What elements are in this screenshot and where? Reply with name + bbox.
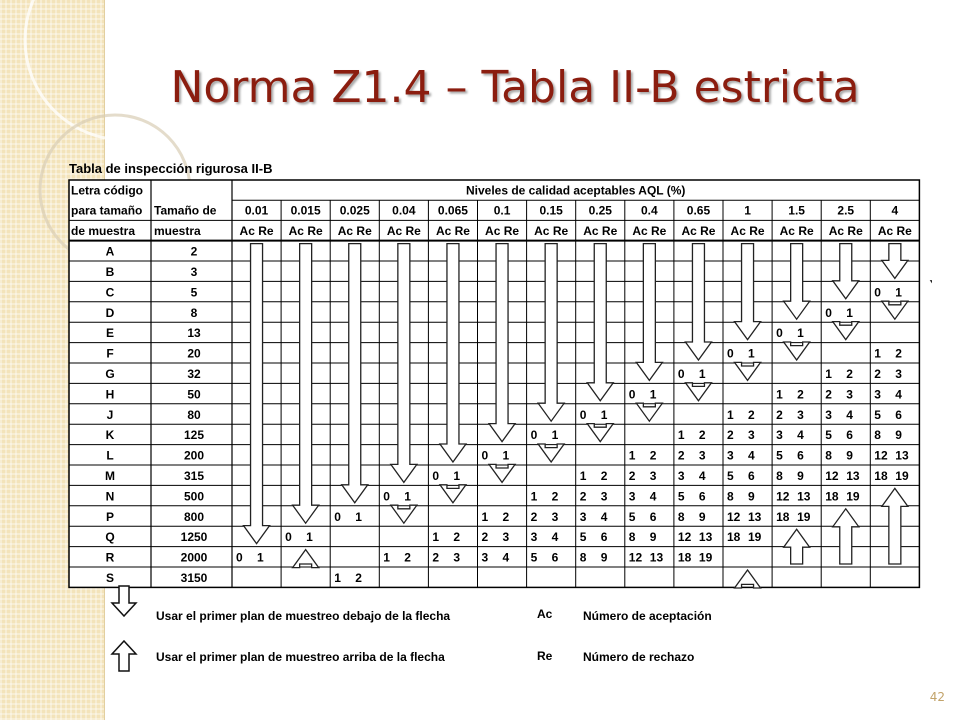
cell-re-value: 4 xyxy=(698,469,706,483)
ac-re-label: Ac Re xyxy=(239,223,274,238)
inspection-table-document xyxy=(66,154,932,672)
ac-re-label: Ac Re xyxy=(337,223,372,238)
cell-re-value: 1 xyxy=(600,407,608,422)
cell-ac-value: 1 xyxy=(481,509,489,524)
cell-ac-value: 1 xyxy=(727,407,734,422)
row-sample-size: 1250 xyxy=(180,530,208,545)
cell-re-value: 2 xyxy=(502,509,510,524)
cell-ac-value: 1 xyxy=(628,448,636,463)
cell-ac-value: 0 xyxy=(432,469,440,483)
aql-level-label: 0.015 xyxy=(290,203,321,218)
cell-re-value: 6 xyxy=(797,448,804,463)
row-sample-size: 200 xyxy=(183,448,205,463)
cell-re-value: 6 xyxy=(698,489,706,504)
cell-ac-value: 8 xyxy=(579,550,587,565)
aql-level-label: 0.25 xyxy=(588,203,612,218)
cell-re-value: 3 xyxy=(551,509,559,524)
ac-re-label: Ac Re xyxy=(632,223,667,238)
cell-re-value: 2 xyxy=(895,346,902,361)
row-code: J xyxy=(106,407,114,422)
cell-re-value: 19 xyxy=(698,550,713,565)
cell-ac-value: 0 xyxy=(334,509,341,524)
ac-re-label: Ac Re xyxy=(779,223,814,238)
cell-re-value: 2 xyxy=(846,367,853,381)
row-sample-size: 2000 xyxy=(180,550,208,565)
row-sample-size: 3150 xyxy=(180,571,208,585)
row-sample-size: 800 xyxy=(183,509,205,524)
cell-ac-value: 8 xyxy=(727,489,734,504)
legend-down-arrow-icon xyxy=(112,586,136,616)
row-code: H xyxy=(105,387,115,402)
aql-level-label: 1.5 xyxy=(788,203,805,218)
cell-re-value: 2 xyxy=(453,530,461,545)
cell-ac-value: 0 xyxy=(383,489,390,504)
cell-re-value: 19 xyxy=(846,489,860,504)
aql-level-label: 0.04 xyxy=(392,203,416,218)
cell-re-value: 4 xyxy=(649,489,657,504)
cell-ac-value: 0 xyxy=(236,550,243,565)
ac-re-label: Ac Re xyxy=(485,223,520,238)
legend-up-text: Usar el primer plan de muestreo arriba de la flecha xyxy=(156,650,445,664)
cell-re-value: 3 xyxy=(698,448,706,463)
cell-re-value: 1 xyxy=(846,305,853,320)
row-sample-size: 500 xyxy=(183,489,205,504)
cell-re-value: 4 xyxy=(551,530,559,545)
row-code: M xyxy=(105,469,115,483)
cell-re-value: 4 xyxy=(502,550,510,565)
legend-up-arrow-icon xyxy=(112,641,136,671)
cell-ac-value: 3 xyxy=(776,428,783,443)
cell-ac-value: 0 xyxy=(677,367,685,381)
cell-re-value: 6 xyxy=(649,509,657,524)
cell-ac-value: 1 xyxy=(677,428,685,443)
aql-level-label: 2.5 xyxy=(837,203,855,218)
cell-re-value: 13 xyxy=(797,489,811,504)
cell-ac-value: 2 xyxy=(579,489,587,504)
cell-re-value: 1 xyxy=(453,469,461,483)
aql-level-label: 0.01 xyxy=(244,203,269,218)
cell-re-value: 2 xyxy=(355,571,362,585)
row-code: E xyxy=(105,326,115,341)
row-sample-size: 2 xyxy=(190,244,198,259)
ac-re-label: Ac Re xyxy=(534,223,569,238)
cell-re-value: 4 xyxy=(895,387,902,402)
header-code-label: para tamaño xyxy=(71,203,143,218)
cell-ac-value: 0 xyxy=(727,346,734,361)
cell-ac-value: 18 xyxy=(776,509,790,524)
cell-ac-value: 0 xyxy=(530,428,538,443)
row-code: L xyxy=(106,448,114,463)
cell-re-value: 6 xyxy=(600,530,608,545)
cell-re-value: 9 xyxy=(748,489,755,504)
aql-level-label: 0.025 xyxy=(339,203,370,218)
legend-ac-text: Número de aceptación xyxy=(583,609,712,623)
cell-re-value: 9 xyxy=(846,448,853,463)
cell-re-value: 1 xyxy=(797,326,804,341)
row-code: K xyxy=(105,428,115,443)
row-sample-size: 315 xyxy=(183,469,205,483)
legend-ac-abbr: Ac xyxy=(537,607,553,621)
cell-re-value: 1 xyxy=(404,489,411,504)
cell-re-value: 1 xyxy=(551,428,559,443)
cell-ac-value: 18 xyxy=(825,489,839,504)
cell-re-value: 3 xyxy=(453,550,461,565)
cell-ac-value: 0 xyxy=(776,326,783,341)
cell-re-value: 19 xyxy=(797,509,811,524)
cell-re-value: 1 xyxy=(748,346,755,361)
ac-re-label: Ac Re xyxy=(877,223,912,238)
cell-re-value: 13 xyxy=(698,530,713,545)
cell-ac-value: 3 xyxy=(481,550,489,565)
header-code-label: Letra código xyxy=(71,183,144,198)
cell-ac-value: 8 xyxy=(628,530,636,545)
cell-ac-value: 0 xyxy=(481,448,489,463)
cell-ac-value: 5 xyxy=(677,489,685,504)
cell-re-value: 19 xyxy=(895,469,909,483)
cell-re-value: 1 xyxy=(257,550,264,565)
cell-ac-value: 3 xyxy=(727,448,734,463)
cell-re-value: 6 xyxy=(748,469,755,483)
cell-ac-value: 18 xyxy=(874,469,888,483)
row-sample-size: 3 xyxy=(190,265,198,279)
cell-re-value: 4 xyxy=(748,448,755,463)
cell-ac-value: 1 xyxy=(383,550,390,565)
cell-ac-value: 5 xyxy=(727,469,734,483)
cell-ac-value: 12 xyxy=(677,530,692,545)
cell-re-value: 1 xyxy=(306,530,313,545)
cell-ac-value: 5 xyxy=(628,509,636,524)
row-sample-size: 80 xyxy=(187,407,201,422)
cell-re-value: 4 xyxy=(797,428,804,443)
cell-ac-value: 0 xyxy=(579,407,587,422)
row-code: B xyxy=(105,265,115,279)
header-size-label: Tamaño de xyxy=(154,203,217,218)
slide-title: Norma Z1.4 – Tabla II-B estricta xyxy=(170,62,860,113)
row-sample-size: 8 xyxy=(190,305,198,320)
cell-re-value: 3 xyxy=(649,469,657,483)
table-caption: Tabla de inspección rigurosa II-B xyxy=(69,161,273,176)
row-sample-size: 20 xyxy=(187,346,201,361)
cell-ac-value: 1 xyxy=(874,346,881,361)
ac-re-label: Ac Re xyxy=(583,223,618,238)
cell-ac-value: 12 xyxy=(776,489,790,504)
down-arrow-icon xyxy=(931,281,932,299)
cell-ac-value: 1 xyxy=(334,571,341,585)
cell-ac-value: 2 xyxy=(530,509,538,524)
row-sample-size: 32 xyxy=(187,367,201,381)
row-code: D xyxy=(105,305,115,320)
cell-re-value: 9 xyxy=(895,428,902,443)
row-code: C xyxy=(105,285,115,300)
cell-ac-value: 0 xyxy=(285,530,292,545)
inspection-table xyxy=(66,154,932,672)
cell-ac-value: 8 xyxy=(776,469,783,483)
cell-ac-value: 1 xyxy=(432,530,440,545)
cell-re-value: 1 xyxy=(502,448,510,463)
cell-ac-value: 12 xyxy=(825,469,839,483)
cell-re-value: 2 xyxy=(404,550,411,565)
cell-ac-value: 2 xyxy=(825,387,832,402)
header-code-label: de muestra xyxy=(71,223,136,238)
ac-re-label: Ac Re xyxy=(386,223,421,238)
cell-ac-value: 8 xyxy=(874,428,881,443)
cell-ac-value: 1 xyxy=(579,469,587,483)
cell-ac-value: 3 xyxy=(628,489,636,504)
cell-re-value: 2 xyxy=(748,407,755,422)
cell-re-value: 2 xyxy=(698,428,706,443)
cell-re-value: 13 xyxy=(895,448,909,463)
cell-re-value: 2 xyxy=(797,387,804,402)
row-code: S xyxy=(105,571,115,585)
cell-re-value: 3 xyxy=(846,387,853,402)
cell-ac-value: 5 xyxy=(530,550,538,565)
cell-re-value: 1 xyxy=(355,509,362,524)
cell-re-value: 6 xyxy=(846,428,853,443)
cell-re-value: 3 xyxy=(895,367,902,381)
cell-ac-value: 2 xyxy=(776,407,783,422)
cell-ac-value: 18 xyxy=(727,530,741,545)
cell-ac-value: 1 xyxy=(530,489,538,504)
cell-re-value: 4 xyxy=(600,509,608,524)
cell-ac-value: 0 xyxy=(628,387,636,402)
ac-re-label: Ac Re xyxy=(435,223,470,238)
aql-level-label: 0.65 xyxy=(686,203,711,218)
cell-re-value: 3 xyxy=(600,489,608,504)
row-sample-size: 5 xyxy=(190,285,198,300)
cell-ac-value: 0 xyxy=(825,305,832,320)
aql-level-label: 0.4 xyxy=(641,203,658,218)
cell-re-value: 19 xyxy=(748,530,762,545)
cell-ac-value: 2 xyxy=(481,530,489,545)
cell-re-value: 4 xyxy=(846,407,853,422)
cell-ac-value: 12 xyxy=(727,509,741,524)
cell-ac-value: 12 xyxy=(874,448,888,463)
cell-ac-value: 5 xyxy=(825,428,832,443)
cell-ac-value: 3 xyxy=(530,530,538,545)
row-code: P xyxy=(105,509,115,524)
cell-ac-value: 3 xyxy=(825,407,832,422)
page-number: 42 xyxy=(929,690,945,704)
cell-re-value: 13 xyxy=(846,469,860,483)
ac-re-label: Ac Re xyxy=(828,223,863,238)
ac-re-label: Ac Re xyxy=(730,223,765,238)
row-sample-size: 125 xyxy=(183,428,205,443)
cell-re-value: 2 xyxy=(551,489,559,504)
ac-re-label: Ac Re xyxy=(288,223,323,238)
cell-re-value: 9 xyxy=(797,469,804,483)
cell-re-value: 3 xyxy=(502,530,510,545)
aql-title: Niveles de calidad aceptables AQL (%) xyxy=(465,183,686,198)
cell-re-value: 1 xyxy=(649,387,657,402)
row-sample-size: 50 xyxy=(187,387,201,402)
cell-ac-value: 12 xyxy=(628,550,643,565)
row-code: G xyxy=(105,367,115,381)
cell-ac-value: 3 xyxy=(677,469,685,483)
aql-level-label: 4 xyxy=(891,203,899,218)
cell-re-value: 6 xyxy=(895,407,902,422)
aql-level-label: 0.1 xyxy=(493,203,511,218)
ac-re-label: Ac Re xyxy=(681,223,716,238)
row-code: R xyxy=(105,550,115,565)
aql-level-label: 0.065 xyxy=(437,203,468,218)
cell-re-value: 3 xyxy=(797,407,804,422)
cell-re-value: 1 xyxy=(698,367,706,381)
cell-re-value: 13 xyxy=(748,509,762,524)
cell-re-value: 9 xyxy=(600,550,608,565)
cell-ac-value: 2 xyxy=(727,428,734,443)
row-code: F xyxy=(106,346,114,361)
row-code: A xyxy=(105,244,115,259)
cell-re-value: 1 xyxy=(895,285,902,300)
legend-re-text: Número de rechazo xyxy=(583,650,695,664)
cell-ac-value: 2 xyxy=(677,448,685,463)
cell-ac-value: 2 xyxy=(432,550,440,565)
cell-re-value: 9 xyxy=(698,509,706,524)
aql-level-label: 1 xyxy=(744,203,751,218)
cell-ac-value: 8 xyxy=(677,509,685,524)
aql-level-label: 0.15 xyxy=(539,203,563,218)
cell-ac-value: 3 xyxy=(874,387,881,402)
cell-re-value: 9 xyxy=(649,530,657,545)
cell-ac-value: 3 xyxy=(579,509,587,524)
cell-ac-value: 8 xyxy=(825,448,832,463)
cell-re-value: 13 xyxy=(649,550,664,565)
row-code: Q xyxy=(105,530,115,545)
cell-ac-value: 0 xyxy=(874,285,881,300)
header-size-label: muestra xyxy=(154,223,201,238)
cell-re-value: 2 xyxy=(649,448,657,463)
row-sample-size: 13 xyxy=(187,326,201,341)
cell-ac-value: 2 xyxy=(628,469,636,483)
cell-re-value: 2 xyxy=(600,469,608,483)
row-code: N xyxy=(105,489,115,504)
cell-ac-value: 1 xyxy=(825,367,832,381)
legend-down-text: Usar el primer plan de muestreo debajo de la flecha xyxy=(156,609,451,623)
cell-ac-value: 5 xyxy=(874,407,881,422)
cell-ac-value: 5 xyxy=(579,530,587,545)
cell-ac-value: 5 xyxy=(776,448,783,463)
cell-re-value: 6 xyxy=(551,550,559,565)
cell-ac-value: 1 xyxy=(776,387,783,402)
legend-re-abbr: Re xyxy=(537,649,553,663)
cell-ac-value: 2 xyxy=(874,367,881,381)
cell-re-value: 3 xyxy=(748,428,755,443)
cell-ac-value: 18 xyxy=(677,550,692,565)
